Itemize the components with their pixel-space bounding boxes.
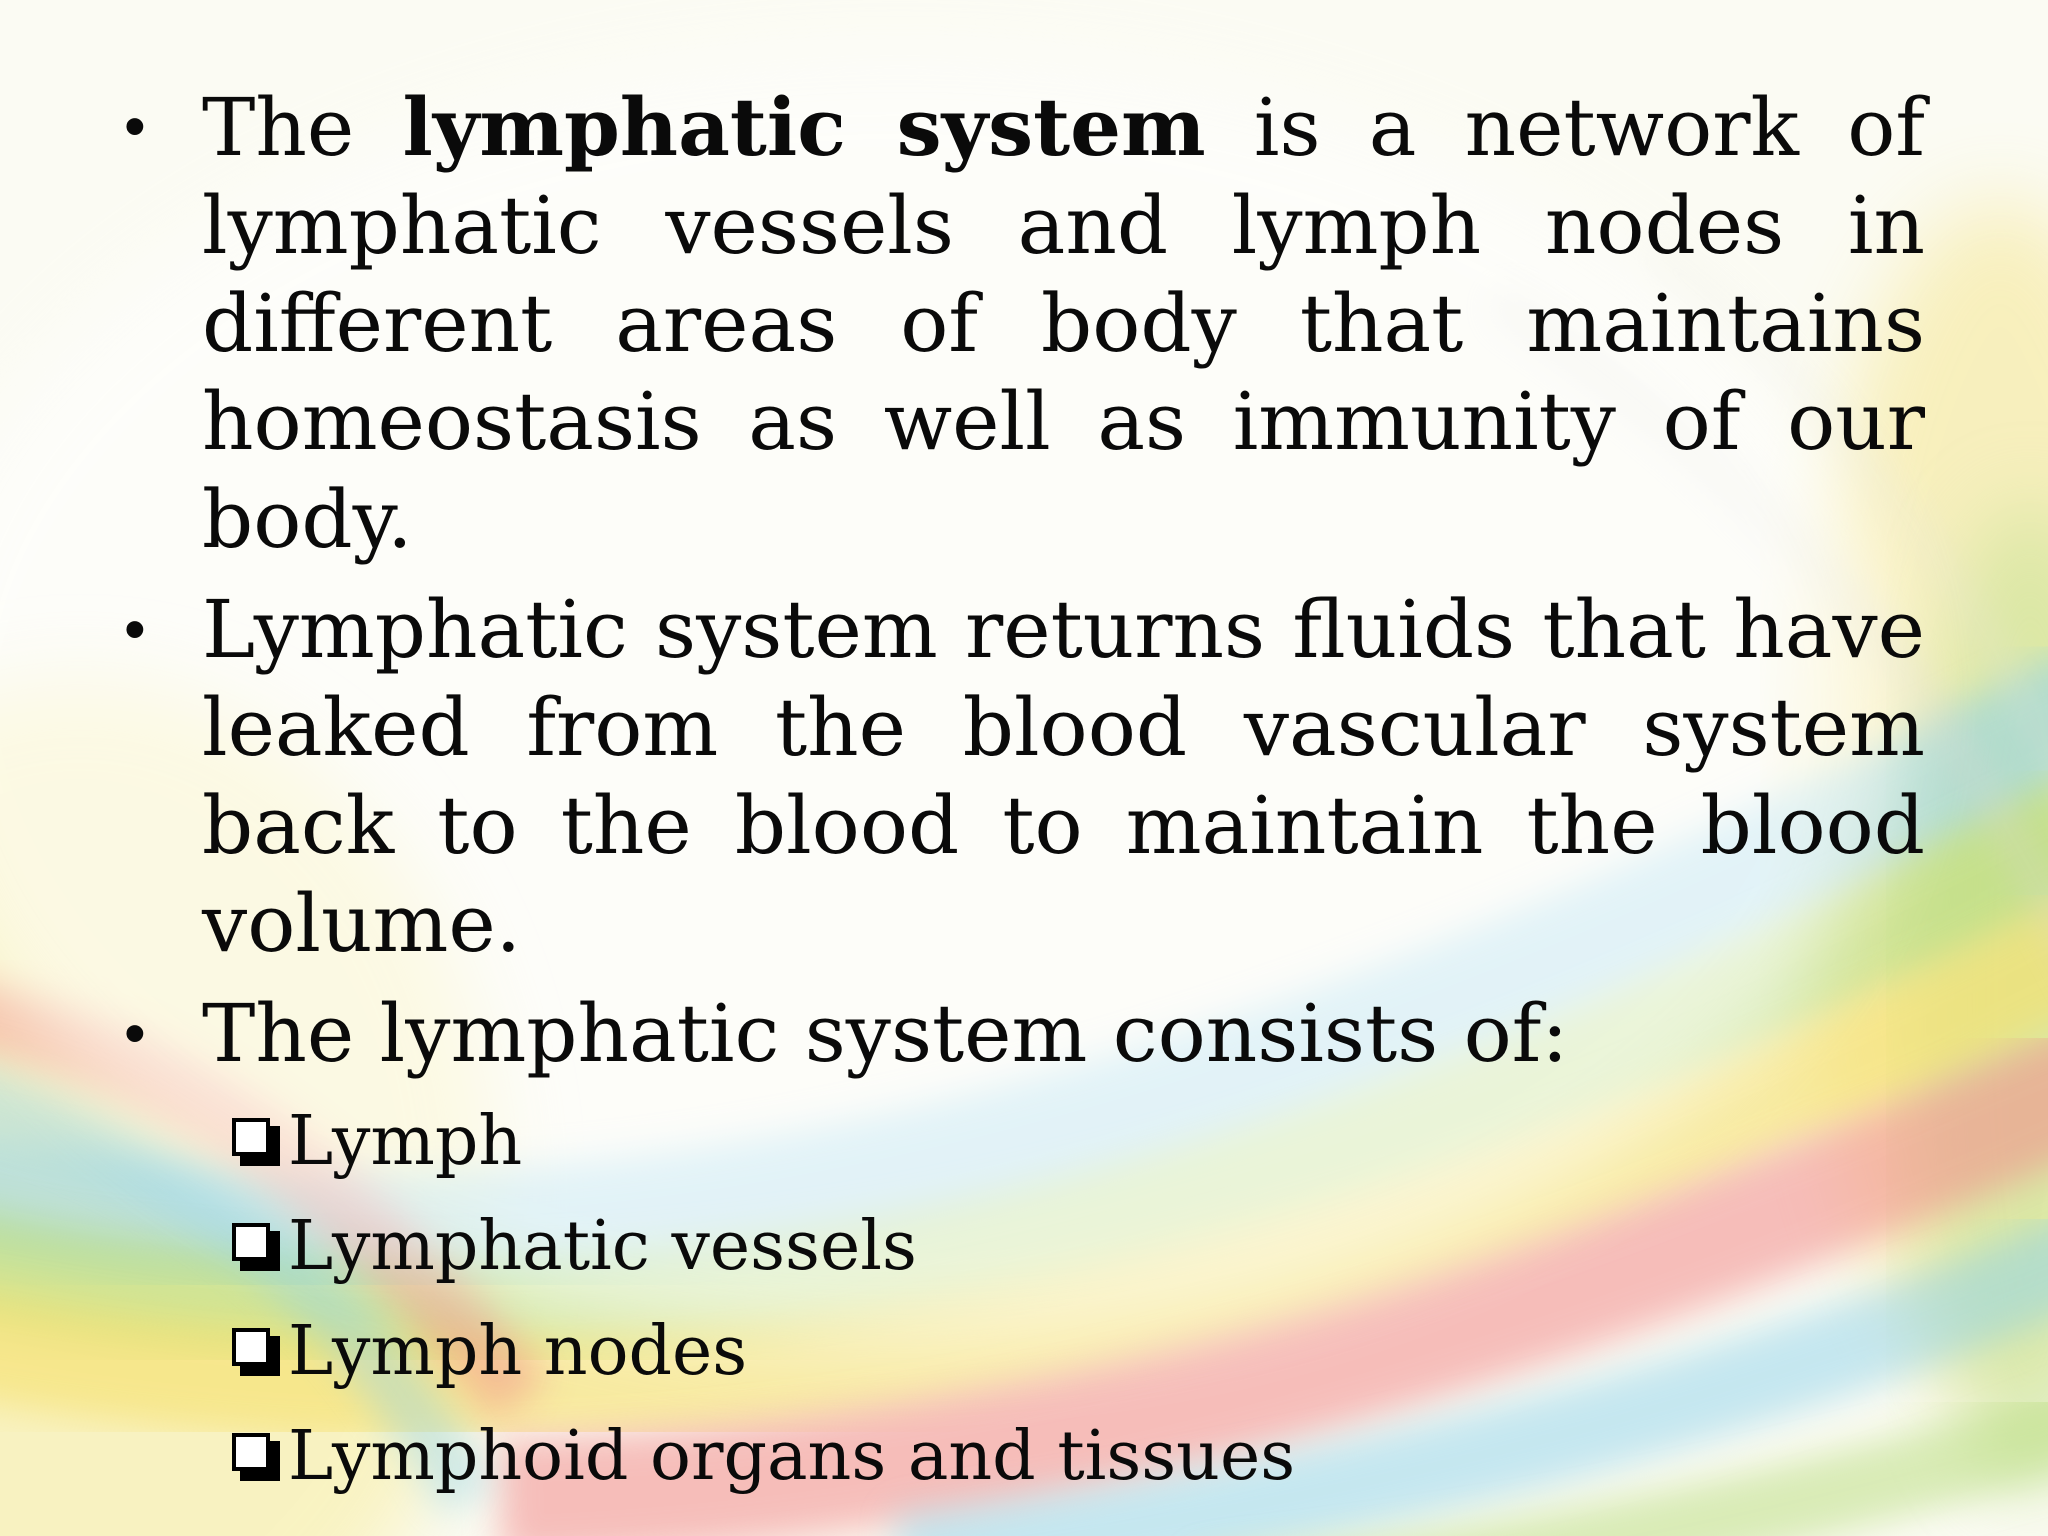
list-item-label: Lymph — [288, 1102, 523, 1181]
components-list — [232, 1089, 1925, 1509]
bullet-lymphatic-definition — [120, 78, 1925, 569]
bullet-dot: • — [124, 999, 146, 1068]
bullet-text-end: is a network of lymphatic vessels and lymph nodes in different areas of body that maintains homeostasis as well as immunity of our body. — [202, 81, 1926, 566]
bullet-text-start: The — [202, 81, 403, 174]
bullet-consists-of — [120, 985, 1925, 1083]
bullet-fluid-return — [120, 581, 1925, 973]
slide-content — [120, 78, 1925, 1509]
bullet-dot: • — [124, 595, 146, 664]
list-item-label: Lymphatic vessels — [288, 1207, 917, 1286]
checkbox-square-icon — [232, 1118, 280, 1166]
checkbox-square-icon — [232, 1328, 280, 1376]
bullet-text: The lymphatic system consists of: — [202, 987, 1569, 1080]
bold-term: lymphatic system — [402, 80, 1206, 174]
list-item — [232, 1299, 1925, 1404]
bullet-text: Lymphatic system returns fluids that have leaked from the blood vascular system back to the blood to maintain the blood volume. — [202, 583, 1925, 970]
list-item-label: Lymphoid organs and tissues — [288, 1417, 1296, 1496]
checkbox-square-icon — [232, 1433, 280, 1481]
bullet-dot: • — [124, 92, 146, 161]
list-item — [232, 1194, 1925, 1299]
list-item — [232, 1404, 1925, 1509]
list-item — [232, 1089, 1925, 1194]
list-item-label: Lymph nodes — [288, 1312, 748, 1391]
checkbox-square-icon — [232, 1223, 280, 1271]
